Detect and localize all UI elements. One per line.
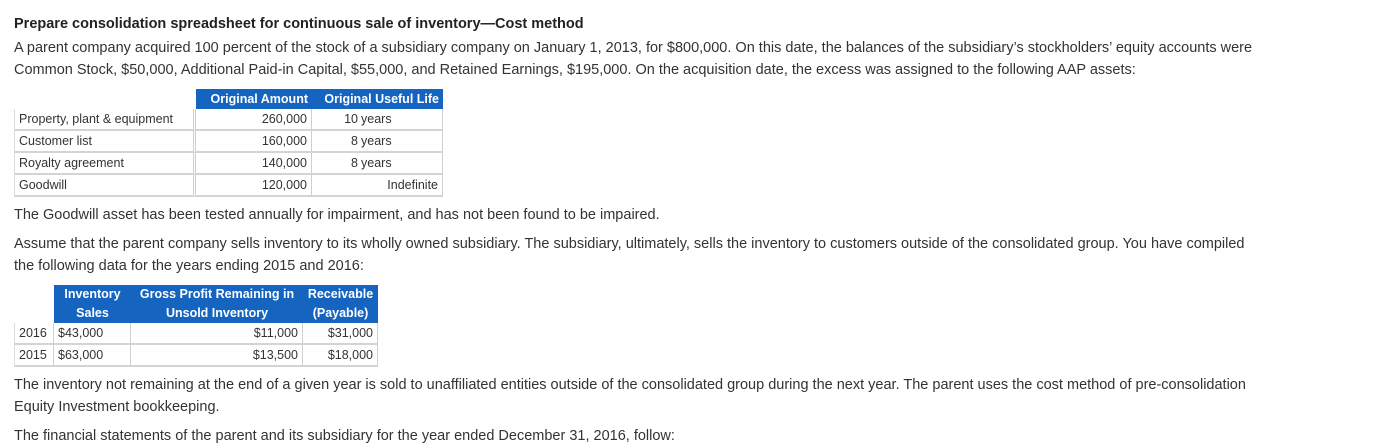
year-cell: 2016 bbox=[14, 323, 54, 345]
life-number: 8 bbox=[351, 134, 358, 148]
assume-line-1: Assume that the parent company sells inventory to its wholly owned subsidiary. The subsidiary, ultimately, sells the inventory to customers outside of the consolidated group. You have compiled bbox=[14, 236, 1245, 252]
intro-paragraph bbox=[14, 37, 1252, 81]
problem-title: Prepare consolidation spreadsheet for continuous sale of inventory—Cost method bbox=[14, 16, 584, 32]
inventory-note-line-1: The inventory not remaining at the end of a given year is sold to unaffiliated entities outside of the consolidated group during the next year. The parent uses the cost method of pre-consolidation bbox=[14, 377, 1246, 393]
table-row bbox=[14, 131, 443, 153]
inventory-header-blank bbox=[14, 285, 54, 323]
financials-intro-text: The financial statements of the parent and its subsidiary for the year ended December 31, 2016, follow: bbox=[14, 428, 675, 444]
asset-name: Customer list bbox=[14, 131, 196, 153]
receivable-cell: $31,000 bbox=[303, 323, 378, 345]
header-line: Receivable bbox=[307, 287, 374, 301]
inventory-table-header-row bbox=[14, 285, 378, 323]
aap-assets-table bbox=[14, 89, 443, 197]
table-row bbox=[14, 153, 443, 175]
goodwill-note bbox=[14, 204, 660, 226]
table-row bbox=[14, 323, 378, 345]
inventory-note-line-2: Equity Investment bookkeeping. bbox=[14, 399, 220, 415]
sales-cell: $63,000 bbox=[54, 345, 131, 367]
life-unit: years bbox=[361, 134, 392, 148]
year-cell: 2015 bbox=[14, 345, 54, 367]
inventory-header-gross-profit bbox=[131, 285, 303, 323]
asset-amount: 260,000 bbox=[196, 109, 312, 131]
aap-header-blank bbox=[14, 89, 196, 109]
inventory-header-sales bbox=[54, 285, 131, 323]
assume-paragraph bbox=[14, 233, 1244, 277]
financials-intro bbox=[14, 425, 675, 447]
asset-life bbox=[312, 109, 443, 131]
aap-header-life: Original Useful Life bbox=[312, 89, 443, 109]
inventory-note bbox=[14, 374, 1246, 418]
inventory-sales-table bbox=[14, 285, 378, 367]
intro-line-1: A parent company acquired 100 percent of the stock of a subsidiary company on January 1, 2013, for $800,000. On this date, the balances of the subsidiary’s stockholders’ equity accounts were bbox=[14, 40, 1253, 56]
life-unit: years bbox=[361, 112, 392, 126]
table-row bbox=[14, 175, 443, 197]
asset-life bbox=[312, 153, 443, 175]
assume-line-2: the following data for the years ending 2015 and 2016: bbox=[14, 258, 364, 274]
header-line: Sales bbox=[76, 306, 109, 320]
aap-table-header-row bbox=[14, 89, 443, 109]
receivable-cell: $18,000 bbox=[303, 345, 378, 367]
header-line: (Payable) bbox=[312, 306, 369, 320]
asset-name: Royalty agreement bbox=[14, 153, 196, 175]
table-row bbox=[14, 109, 443, 131]
intro-line-2: Common Stock, $50,000, Additional Paid-in Capital, $55,000, and Retained Earnings, $195,000. On the acquisition date, the excess was assigned to the following AAP assets: bbox=[14, 62, 1136, 78]
life-number: 10 bbox=[344, 112, 358, 126]
table-row bbox=[14, 345, 378, 367]
header-line: Gross Profit Remaining in bbox=[139, 287, 295, 301]
asset-amount: 140,000 bbox=[196, 153, 312, 175]
asset-amount: 120,000 bbox=[196, 175, 312, 197]
aap-header-amount: Original Amount bbox=[196, 89, 312, 109]
sales-cell: $43,000 bbox=[54, 323, 131, 345]
asset-life: Indefinite bbox=[312, 175, 443, 197]
header-line: Inventory bbox=[64, 287, 121, 301]
header-line: Unsold Inventory bbox=[165, 306, 269, 320]
gross-profit-cell: $13,500 bbox=[131, 345, 303, 367]
life-number: 8 bbox=[351, 156, 358, 170]
gross-profit-cell: $11,000 bbox=[131, 323, 303, 345]
asset-life bbox=[312, 131, 443, 153]
goodwill-note-text: The Goodwill asset has been tested annually for impairment, and has not been found to be impaired. bbox=[14, 207, 660, 223]
life-unit: years bbox=[361, 156, 392, 170]
inventory-header-receivable bbox=[303, 285, 378, 323]
asset-name: Goodwill bbox=[14, 175, 196, 197]
asset-name: Property, plant & equipment bbox=[14, 109, 196, 131]
asset-amount: 160,000 bbox=[196, 131, 312, 153]
